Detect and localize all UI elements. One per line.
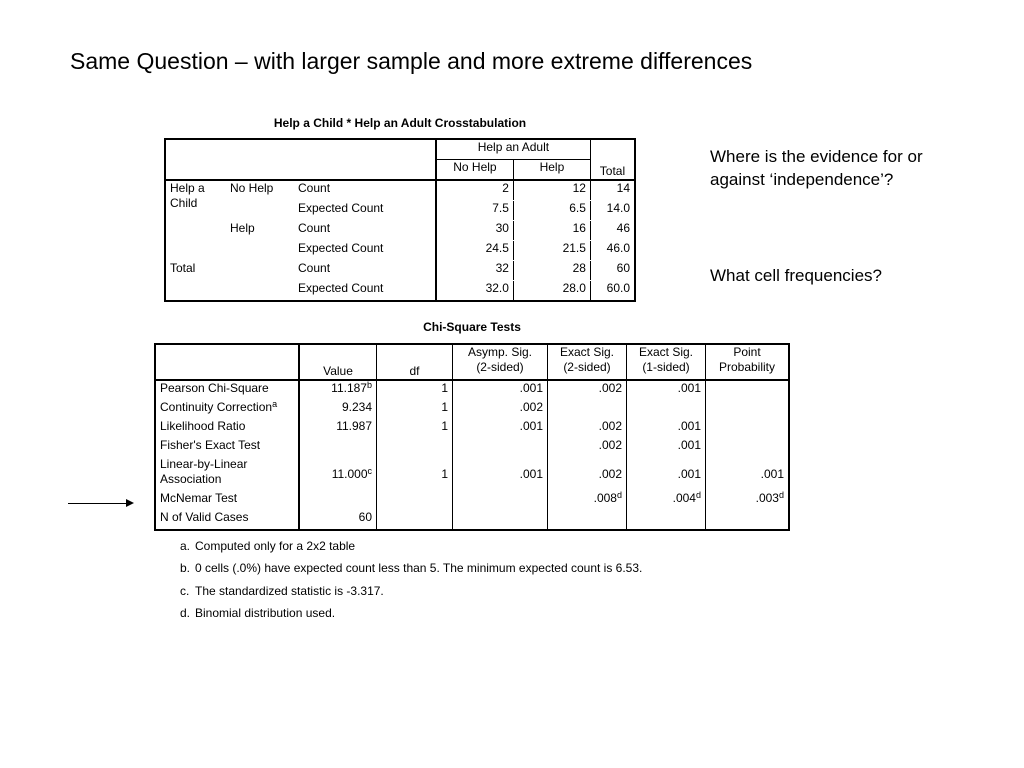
cell: 21.5 <box>513 241 590 261</box>
cell <box>453 510 548 530</box>
col-header-line: Exact Sig. <box>559 345 615 359</box>
test-label <box>155 457 299 491</box>
table-row <box>165 261 635 281</box>
col-header-asymp <box>453 344 548 380</box>
col-header-help: Help <box>513 160 590 181</box>
cell: .001 <box>627 438 706 457</box>
stat-label: Count <box>294 261 436 281</box>
chisq-title: Chi-Square Tests <box>423 320 521 334</box>
cell: .001 <box>453 380 548 400</box>
cell <box>299 438 377 457</box>
test-label-text: Continuity Correction <box>160 400 273 414</box>
footnote-text: The standardized statistic is -3.317. <box>195 584 384 598</box>
cell <box>299 491 377 510</box>
crosstab-corner <box>165 139 436 180</box>
footnote-ref: c <box>367 465 372 476</box>
total-label: Total <box>165 261 294 302</box>
cell <box>706 491 790 510</box>
table-row <box>155 457 789 491</box>
cell: .001 <box>706 457 790 491</box>
cell: 32.0 <box>436 281 514 302</box>
cell <box>377 510 453 530</box>
footnote <box>180 606 335 620</box>
cell <box>377 491 453 510</box>
crosstab-header-row <box>165 139 635 160</box>
col-header-no-help: No Help <box>436 160 514 181</box>
cell <box>548 400 627 419</box>
footnote-ref: d <box>778 490 784 500</box>
stat-label: Expected Count <box>298 241 384 255</box>
col-header-df: df <box>377 344 453 380</box>
cell: 2 <box>436 180 514 201</box>
table-row <box>155 419 789 438</box>
cell: 14 <box>590 180 635 201</box>
stat-label: Expected Count <box>298 281 384 295</box>
independence-question: Where is the evidence for or against ‘independence’? <box>710 147 923 189</box>
cell: 24.5 <box>436 241 514 261</box>
col-header-line: (1-sided) <box>642 360 690 374</box>
cell: .001 <box>453 457 548 491</box>
col-header-exact2 <box>548 344 627 380</box>
footnote-ref: b <box>366 380 372 390</box>
cell: 12 <box>513 180 590 201</box>
cell <box>706 510 790 530</box>
chisq-corner <box>155 344 299 380</box>
test-label: Likelihood Ratio <box>160 419 246 433</box>
cell: 28.0 <box>513 281 590 302</box>
table-row <box>165 180 635 201</box>
footnote-ref: d <box>695 490 701 500</box>
cell <box>706 419 790 438</box>
chisq-header-row <box>155 344 789 380</box>
footnote-mark: c. <box>180 584 190 598</box>
cell-value: .008 <box>593 491 617 505</box>
footnote-mark: b. <box>180 561 191 575</box>
test-label: Pearson Chi-Square <box>160 381 269 395</box>
cell: .002 <box>453 400 548 419</box>
cell: 1 <box>377 400 453 419</box>
table-row <box>155 510 789 530</box>
cell <box>706 400 790 419</box>
stat-label: Count <box>298 181 331 195</box>
footnote-text: Computed only for a 2x2 table <box>195 539 356 553</box>
cell <box>299 457 377 491</box>
footnote <box>180 539 355 553</box>
cell <box>453 491 548 510</box>
table-row <box>155 400 789 419</box>
cell <box>706 380 790 400</box>
footnote-mark: d. <box>180 606 191 620</box>
cell <box>453 438 548 457</box>
table-row <box>155 380 789 400</box>
cell: 16 <box>513 221 590 241</box>
col-header-line: (2-sided) <box>563 360 611 374</box>
col-header-line: Asymp. Sig. <box>467 345 533 359</box>
footnote <box>180 561 642 575</box>
footnote-text: Binomial distribution used. <box>195 606 336 620</box>
crosstab-table <box>164 138 636 302</box>
cell-value: 11.187 <box>331 381 367 395</box>
slide-title: Same Question – with larger sample and more extreme differences <box>70 48 753 74</box>
cell-value: .004 <box>672 491 696 505</box>
row-level-help: Help <box>226 221 294 261</box>
test-label: Fisher's Exact Test <box>160 438 261 452</box>
footnote-text: 0 cells (.0%) have expected count less than 5. The minimum expected count is 6.53. <box>195 561 643 575</box>
cell: 14.0 <box>590 201 635 221</box>
col-header-total: Total <box>590 139 635 180</box>
col-group-header: Help an Adult <box>436 139 591 160</box>
col-header-value: Value <box>299 344 377 380</box>
cell <box>706 438 790 457</box>
cell: 1 <box>377 419 453 438</box>
row-var-label: Help a Child <box>170 181 205 210</box>
col-header-line: (2-sided) <box>476 360 524 374</box>
cell: 60 <box>299 510 377 530</box>
test-label-line: Linear-by-Linear <box>160 457 248 471</box>
col-header-exact1 <box>627 344 706 380</box>
cell: 6.5 <box>513 201 590 221</box>
test-label <box>155 400 299 419</box>
footnote-ref: d <box>616 490 622 500</box>
cell: .001 <box>627 419 706 438</box>
footnote-mark: a. <box>180 539 191 553</box>
cell <box>377 438 453 457</box>
cell: 28 <box>513 261 590 281</box>
cell: .001 <box>453 419 548 438</box>
cell: 1 <box>377 380 453 400</box>
footnote-ref: a <box>272 399 278 409</box>
cell: 32 <box>436 261 514 281</box>
test-label: McNemar Test <box>160 491 238 505</box>
cell: 60 <box>590 261 635 281</box>
cell: 46 <box>590 221 635 241</box>
test-label: N of Valid Cases <box>160 510 249 524</box>
table-row <box>165 221 635 241</box>
cell: .002 <box>548 457 627 491</box>
cell: 46.0 <box>590 241 635 261</box>
cell <box>627 491 706 510</box>
cell <box>548 491 627 510</box>
cell: .001 <box>627 380 706 400</box>
arrow-icon <box>68 503 132 504</box>
cell <box>627 400 706 419</box>
cell <box>299 380 377 400</box>
cell-frequencies-question: What cell frequencies? <box>710 266 882 285</box>
cell: 60.0 <box>590 281 635 302</box>
stat-label: Expected Count <box>298 201 384 215</box>
cell: 30 <box>436 221 514 241</box>
cell: .002 <box>548 380 627 400</box>
cell: 11.987 <box>299 419 377 438</box>
chisq-table <box>154 343 790 531</box>
stat-label: Count <box>294 221 436 241</box>
cell: 9.234 <box>299 400 377 419</box>
crosstab-title: Help a Child * Help an Adult Crosstabulation <box>273 116 527 130</box>
cell: .002 <box>548 438 627 457</box>
cell-value: 11.000 <box>331 466 368 481</box>
col-header-line: Probability <box>718 360 776 374</box>
footnote <box>180 584 384 598</box>
col-header-line: Point <box>733 345 761 359</box>
col-header-line: Exact Sig. <box>638 345 694 359</box>
row-level-no-help: No Help <box>230 181 274 195</box>
table-row <box>155 491 789 510</box>
cell <box>548 510 627 530</box>
col-header-point <box>706 344 790 380</box>
cell: .002 <box>548 419 627 438</box>
test-label-line: Association <box>160 472 222 486</box>
cell: 1 <box>377 457 453 491</box>
cell-value: .003 <box>755 491 779 505</box>
cell <box>627 510 706 530</box>
cell: .001 <box>627 457 706 491</box>
table-row <box>155 438 789 457</box>
cell: 7.5 <box>436 201 514 221</box>
